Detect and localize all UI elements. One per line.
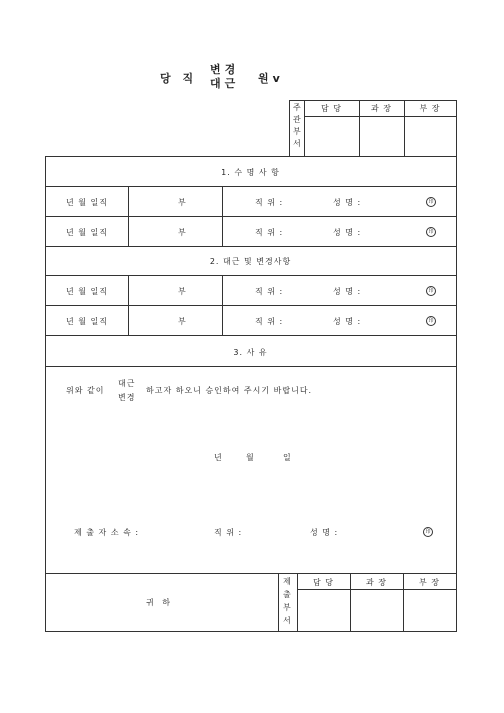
date-year: 년 bbox=[214, 453, 223, 462]
top-col-2: 과 장 bbox=[371, 104, 392, 113]
seal-icon: 印 bbox=[426, 316, 436, 326]
section1-header: 1. 수 명 사 항 bbox=[221, 168, 280, 177]
row-dept: 부 bbox=[178, 287, 187, 296]
title-substitute: 대근 bbox=[210, 77, 240, 90]
date-day: 일 bbox=[283, 453, 292, 462]
title-change: 변경 bbox=[210, 63, 240, 76]
reason-change: 변경 bbox=[118, 393, 136, 402]
row-name: 성 명 : bbox=[333, 228, 362, 237]
bottom-col-3: 부 장 bbox=[419, 578, 440, 587]
date-month: 월 bbox=[246, 453, 255, 462]
row-date: 년 월 일직 bbox=[66, 287, 108, 296]
row-name: 성 명 : bbox=[333, 287, 362, 296]
top-col-3: 부 장 bbox=[419, 104, 441, 113]
row-date: 년 월 일직 bbox=[66, 198, 108, 207]
reason-suffix: 하고자 하오니 승인하여 주시기 바랍니다. bbox=[146, 386, 313, 395]
reason-prefix: 위와 같이 bbox=[66, 386, 105, 395]
seal-icon: 印 bbox=[426, 197, 436, 207]
title-left: 당 직 bbox=[160, 72, 198, 85]
row-dept: 부 bbox=[178, 228, 187, 237]
submitter-position: 직 위 : bbox=[214, 528, 243, 537]
row-date: 년 월 일직 bbox=[66, 317, 108, 326]
row-position: 직 위 : bbox=[255, 317, 284, 326]
submitter-name: 성 명 : bbox=[310, 528, 339, 537]
reason-substitute: 대근 bbox=[118, 379, 136, 388]
row-name: 성 명 : bbox=[333, 198, 362, 207]
row-date: 년 월 일직 bbox=[66, 228, 108, 237]
bottom-col-2: 과 장 bbox=[366, 578, 387, 587]
recipient-label: 귀 하 bbox=[146, 598, 173, 607]
row-name: 성 명 : bbox=[333, 317, 362, 326]
title-right: 원v bbox=[258, 72, 284, 85]
row-dept: 부 bbox=[178, 198, 187, 207]
section2-header: 2. 대근 및 변경사항 bbox=[209, 257, 292, 266]
seal-icon: 印 bbox=[426, 286, 436, 296]
seal-icon: 印 bbox=[426, 227, 436, 237]
bottom-col-1: 담 당 bbox=[313, 578, 334, 587]
section3-header: 3. 사 유 bbox=[233, 348, 268, 357]
row-dept: 부 bbox=[178, 317, 187, 326]
submitter-affiliation: 제 출 자 소 속 : bbox=[74, 528, 140, 537]
row-position: 직 위 : bbox=[255, 228, 284, 237]
top-col-1: 담 당 bbox=[321, 104, 342, 113]
bottom-dept-label: 제출부서 bbox=[283, 577, 292, 625]
row-position: 직 위 : bbox=[255, 287, 284, 296]
seal-icon: 印 bbox=[423, 527, 433, 537]
top-dept-label: 주관부서 bbox=[293, 103, 302, 148]
row-position: 직 위 : bbox=[255, 198, 284, 207]
